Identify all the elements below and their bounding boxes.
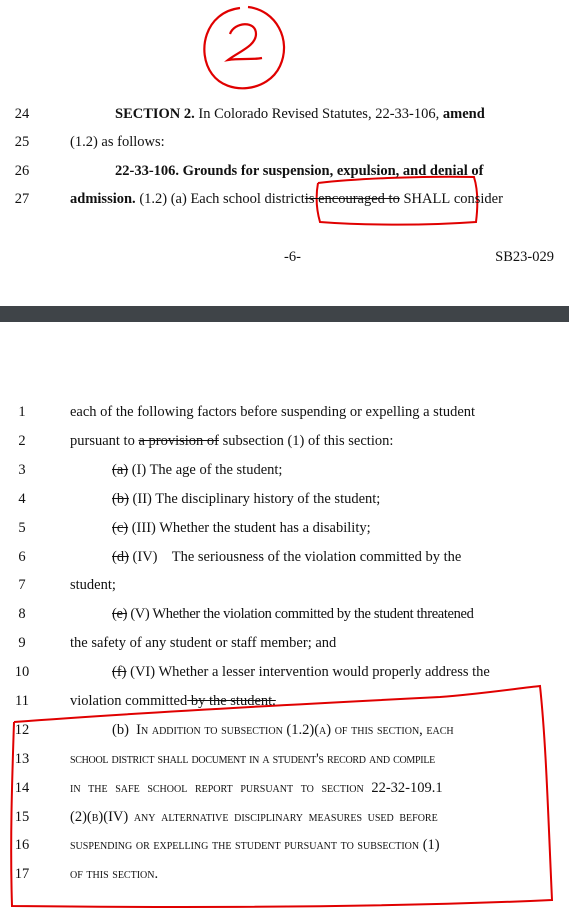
bill-line: 14 in the safe school report pursuant to section 22-32-109.1 (14, 780, 443, 796)
bill-line: 15 (2)(b)(IV) any alternative disciplinary measures used before (14, 809, 438, 825)
bill-line: 9 the safety of any student or staff member; and (18, 635, 337, 651)
bill-line: 7 student; (18, 577, 116, 593)
bill-line: 8 (e) (V) Whether the violation committed by the student threatened (18, 606, 474, 622)
handwritten-circle (204, 7, 284, 88)
bill-line: 27 admission. (1.2) (a) Each school districtis encouraged to SHALL consider (0, 188, 569, 210)
bill-line: 3 (a) (I) The age of the student; (18, 462, 283, 478)
bill-line: 11 violation committed by the student. (15, 693, 276, 709)
page-number: -6- (284, 249, 301, 265)
bill-line: 6 (d) (IV) The seriousness of the violation committed by the (18, 549, 462, 565)
bill-line: 24 SECTION 2. In Colorado Revised Statutes, 22-33-106, amend (0, 103, 569, 125)
bill-line: 1 each of the following factors before suspending or expelling a student (18, 404, 476, 420)
bill-line: 25 (1.2) as follows: (0, 131, 569, 153)
line-number: 26 (14, 163, 30, 179)
bill-line: 26 22-33-106. Grounds for suspension, expulsion, and denial of (0, 160, 569, 182)
bill-line: 12 (b) In addition to subsection (1.2)(a) of this section, each (14, 722, 454, 738)
bill-line: 5 (c) (III) Whether the student has a disability; (18, 520, 371, 536)
bill-line: 2 pursuant to a provision of subsection (1) of this section: (18, 433, 394, 449)
handwritten-digit-2 (228, 24, 262, 60)
bill-line: 10 (f) (VI) Whether a lesser intervention would properly address the (14, 664, 490, 680)
bill-line: 16 suspending or expelling the student pursuant to subsection (1) (14, 837, 440, 853)
page-separator (0, 306, 569, 322)
bill-number: SB23-029 (495, 249, 554, 265)
bill-line: 4 (b) (II) The disciplinary history of the student; (18, 491, 381, 507)
document-page-6 (0, 0, 569, 306)
bill-line: 17 of this section. (14, 866, 159, 882)
bill-line: 13 school district shall document in a student's record and compile (14, 751, 435, 767)
line-number: 24 (14, 106, 30, 122)
line-number: 25 (14, 134, 30, 150)
document-page-7 (0, 322, 569, 910)
line-number: 27 (14, 191, 30, 207)
